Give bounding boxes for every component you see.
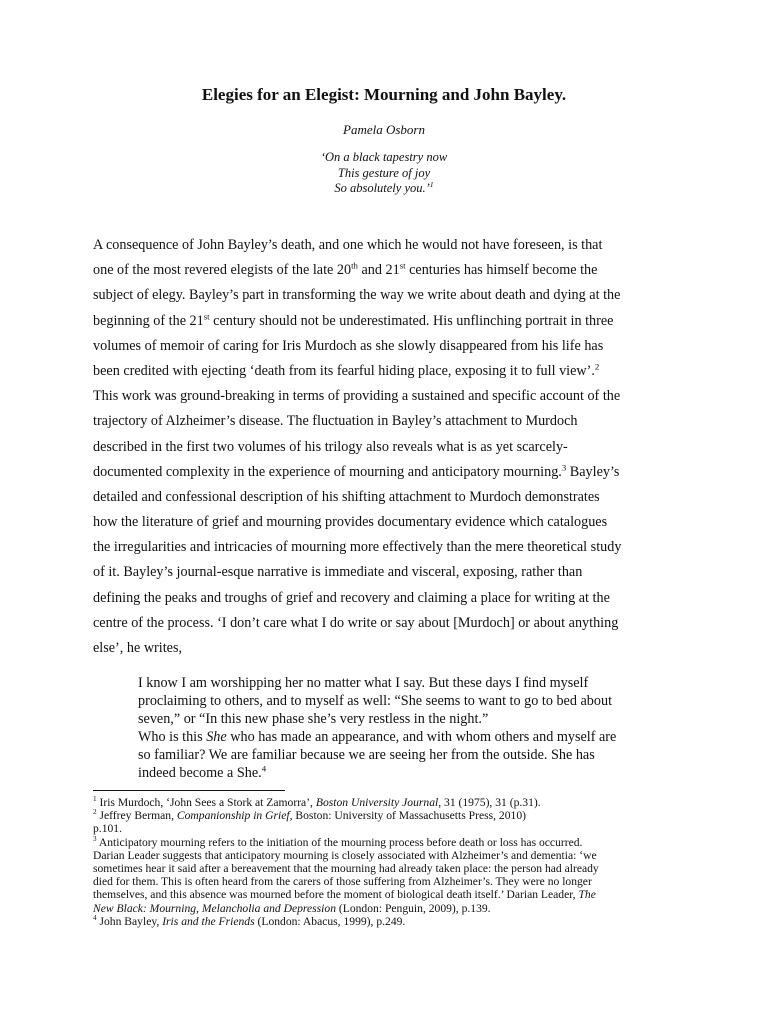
epigraph — [0, 150, 768, 197]
footnote-separator — [93, 790, 285, 791]
text-run: who has made an appearance, and with whom others and myself are — [226, 729, 617, 746]
paper-title: Elegies for an Elegist: Mourning and John Bayley. — [201, 85, 567, 104]
footnote-ref[interactable]: 2 — [594, 361, 600, 372]
text-line: volumes of memoir of caring for Iris Murdoch as she slowly disappeared from his life has — [93, 337, 604, 354]
text-line: subject of elegy. Bayley’s part in transforming the way we write about death and dying at the — [93, 287, 621, 304]
epigraph-line: ‘On a black tapestry now — [320, 150, 448, 164]
footnote-ref[interactable]: 1 — [429, 179, 434, 189]
text-run: Iris Murdoch, ‘John Sees a Stork at Zamorra’, — [96, 796, 316, 809]
text-run: been credited with ejecting ‘death from its fearful hiding place, exposing it to full view’. — [93, 362, 595, 379]
footnote — [93, 796, 683, 809]
text-run: (London: Abacus, 1999), p.249. — [254, 914, 406, 928]
footnote-continued: Darian Leader suggests that anticipatory mourning is closely associated with Alzheimer’s and dementia: ‘we — [93, 848, 597, 862]
text-run: (London: Penguin, 2009), p.139. — [336, 901, 491, 915]
text-run: one of the most revered elegists of the late 20 — [93, 262, 352, 279]
epigraph-line-text: So absolutely you.’ — [334, 181, 430, 195]
text-line — [93, 359, 679, 384]
text-line: else’, he writes, — [93, 640, 183, 656]
block-quote — [138, 674, 678, 783]
text-line: This work was ground-breaking in terms of providing a sustained and specific account of the — [93, 388, 621, 405]
text-line: centre of the process. ‘I don’t care what I do write or say about [Murdoch] or about anything — [93, 614, 619, 631]
text-line: trajectory of Alzheimer’s disease. The fluctuation in Bayley’s attachment to Murdoch — [93, 413, 578, 430]
superscript: st — [203, 310, 210, 321]
italic-run: She — [206, 729, 227, 746]
quote-line: proclaiming to others, and to myself as well: “She seems to want to go to bed about — [138, 693, 613, 710]
text-line — [93, 309, 679, 334]
text-run: Anticipatory mourning refers to the initiation of the mourning process before death or loss has occurred. — [96, 835, 583, 849]
quote-line — [138, 728, 678, 746]
body-paragraph — [93, 233, 679, 661]
quote-line: I know I am worshipping her no matter what I say. But these days I find myself — [138, 675, 589, 691]
footnote-continued: p.101. — [93, 822, 122, 836]
footnote — [93, 809, 683, 822]
footnote — [93, 915, 683, 928]
footnote-number: 2 — [93, 808, 97, 817]
text-run: themselves, and this absence was mourned before the moment of biological death itself.’ Darian Leader, — [93, 888, 579, 902]
text-line: the irregularities and intricacies of mourning more effectively than the mere theoretical study — [93, 539, 622, 556]
text-line: detailed and confessional description of his shifting attachment to Murdoch demonstrates — [93, 488, 600, 505]
footnote-ref[interactable]: 4 — [261, 763, 267, 774]
epigraph-line — [0, 181, 768, 197]
text-run: documented complexity in the experience of mourning and anticipatory mourning. — [93, 463, 562, 480]
author-name: Pamela Osborn — [343, 122, 425, 137]
italic-run: The — [578, 888, 596, 902]
footnote-number: 3 — [93, 834, 97, 843]
quote-line — [138, 764, 678, 782]
italic-run: Companionship in Grief — [176, 809, 290, 823]
text-run: , 31 (1975), 31 (p.31). — [438, 796, 541, 809]
text-run: centuries has himself become the — [405, 262, 598, 279]
text-line: defining the peaks and troughs of grief and recovery and claiming a place for writing at the — [93, 589, 610, 606]
footnotes — [93, 796, 683, 928]
text-run: Jeffrey Berman, — [96, 809, 177, 823]
footnote — [93, 836, 683, 849]
footnote-ref[interactable]: 3 — [561, 461, 567, 472]
text-run: John Bayley, — [96, 914, 163, 928]
footnote-continued: died for them. This is often heard from the carers of those suffering from Alzheimer’s. They were no longer — [93, 875, 592, 889]
text-run: indeed become a She. — [138, 765, 262, 782]
superscript: th — [351, 260, 358, 271]
footnote-continued — [93, 902, 683, 915]
footnote-continued: sometimes hear it said after a bereavement that the mourning had already taken place: the person had already — [93, 861, 599, 875]
text-run: century should not be underestimated. His unflinching portrait in three — [209, 312, 614, 329]
text-run: and 21 — [357, 262, 400, 279]
quote-line: so familiar? We are familiar because we are seeing her from the outside. She has — [138, 747, 595, 764]
footnote-number: 4 — [93, 913, 97, 922]
text-line: how the literature of grief and mourning provides documentary evidence which catalogues — [93, 514, 608, 531]
quote-line: seven,” or “In this new phase she’s very restless in the night.” — [138, 711, 489, 728]
footnote-number: 1 — [93, 795, 97, 804]
epigraph-line: This gesture of joy — [337, 165, 431, 180]
text-line — [93, 460, 679, 485]
superscript: st — [399, 260, 406, 271]
text-run: beginning of the 21 — [93, 312, 204, 329]
text-line: described in the first two volumes of his trilogy also reveals what is as yet scarcely- — [93, 438, 568, 455]
footnote-continued — [93, 888, 683, 901]
italic-run: Iris and the Friends — [162, 914, 255, 928]
text-line: of it. Bayley’s journal-esque narrative is immediate and visceral, exposing, rather than — [93, 564, 583, 581]
text-line: A consequence of John Bayley’s death, and one which he would not have foreseen, is that — [93, 237, 603, 253]
text-run: , Boston: University of Massachusetts Press, 2010) — [289, 809, 526, 823]
italic-run: Boston University Journal — [315, 796, 439, 809]
text-run: Who is this — [138, 729, 207, 746]
text-run: Bayley’s — [566, 463, 620, 480]
italic-run: New Black: Mourning, Melancholia and Depression — [93, 901, 336, 915]
text-line — [93, 258, 679, 283]
